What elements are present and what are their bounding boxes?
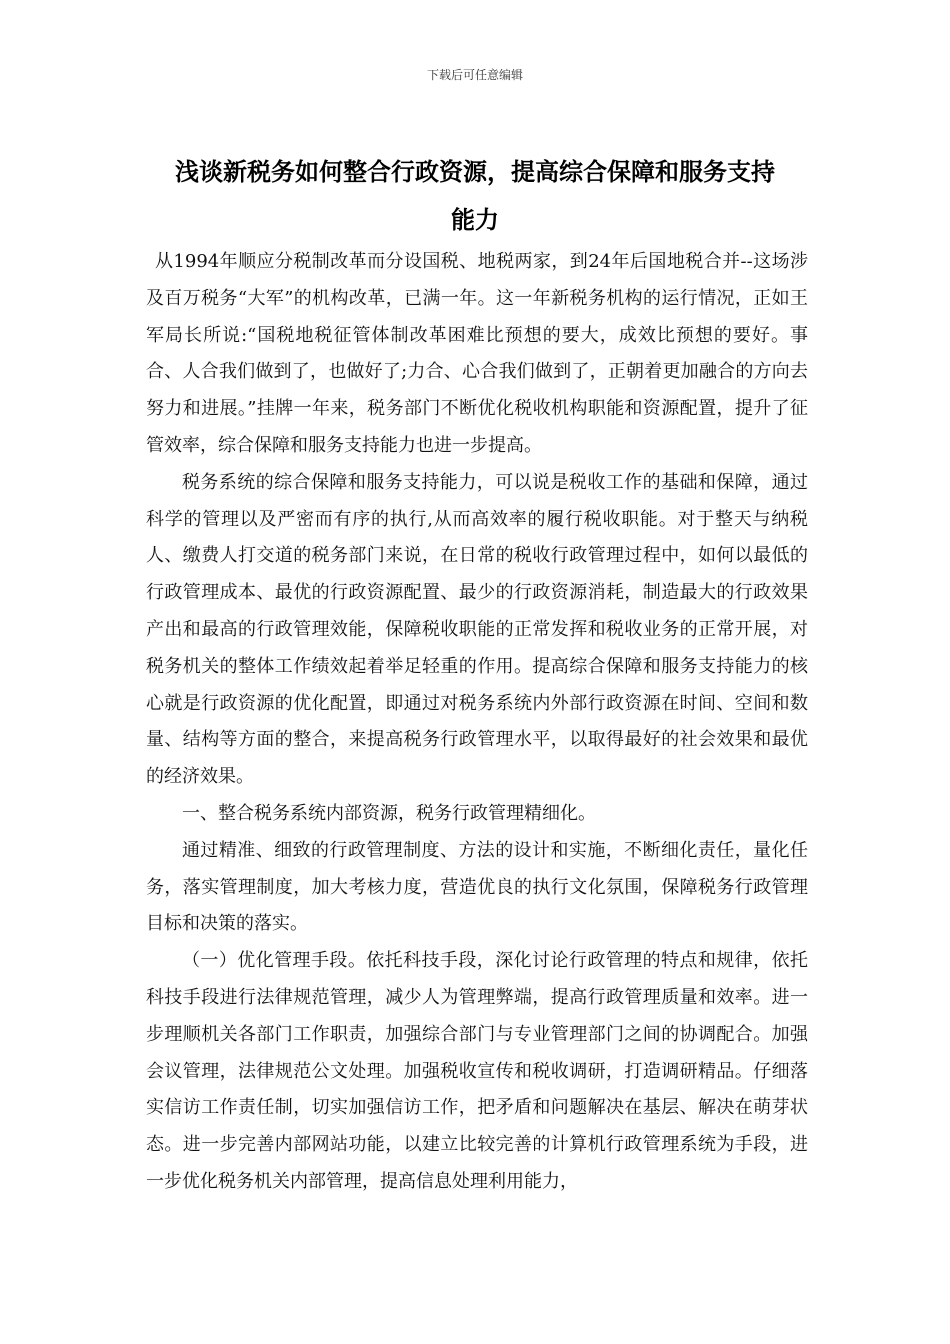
section-heading-1: 一、整合税务系统内部资源，税务行政管理精细化。: [182, 802, 596, 824]
document-body: [146, 244, 808, 1201]
header-note: 下载后可任意编辑: [426, 68, 523, 82]
document-title-line-1: 浅谈新税务如何整合行政资源，提高综合保障和服务支持: [175, 158, 775, 186]
paragraph-intro: 从1994年顺应分税制改革而分设国税、地税两家，到24年后国地税合并--这场涉及百万税务“大军”的机构改革，已满一年。这一年新税务机构的运行情况，正如王军局长所说:“国税地税征管体制改革困难比预想的要大，成效比预想的要好。事合、人合我们做到了，也做好了;力合、心合我们做到了，正朝着更加融合的方向去努力和进展。”挂牌一年来，税务部门不断优化税收机构职能和资源配置，提升了征管效率，综合保障和服务支持能力也进一步提高。: [146, 251, 808, 456]
paragraph-capability: 税务系统的综合保障和服务支持能力，可以说是税收工作的基础和保障，通过科学的管理以及严密而有序的执行,从而高效率的履行税收职能。对于整天与纳税人、缴费人打交道的税务部门来说，在日常的税收行政管理过程中，如何以最低的行政管理成本、最优的行政资源配置、最少的行政资源消耗，制造最大的行政效果产出和最高的行政管理效能，保障税收职能的正常发挥和税收业务的正常开展，对税务机关的整体工作绩效起着举足轻重的作用。提高综合保障和服务支持能力的核心就是行政资源的优化配置，即通过对税务系统内外部行政资源在时间、空间和数量、结构等方面的整合，来提高税务行政管理水平，以取得最好的社会效果和最优的经济效果。: [146, 471, 808, 788]
paragraph-section-1: 通过精准、细致的行政管理制度、方法的设计和实施，不断细化责任，量化任务，落实管理制度，加大考核力度，营造优良的执行文化氛围，保障税务行政管理目标和决策的落实。: [146, 839, 808, 935]
paragraph-subsection-1: （一）优化管理手段。依托科技手段，深化讨论行政管理的特点和规律，依托科技手段进行法律规范管理，减少人为管理弊端，提高行政管理质量和效率。进一步理顺机关各部门工作职责，加强综合部门与专业管理部门之间的协调配合。加强会议管理，法律规范公文处理。加强税收宣传和税收调研，打造调研精品。仔细落实信访工作责任制，切实加强信访工作，把矛盾和问题解决在基层、解决在萌芽状态。进一步完善内部网站功能，以建立比较完善的计算机行政管理系统为手段，进一步优化税务机关内部管理，提高信息处理利用能力，: [146, 950, 808, 1192]
document-title-line-2: 能力: [451, 206, 499, 234]
